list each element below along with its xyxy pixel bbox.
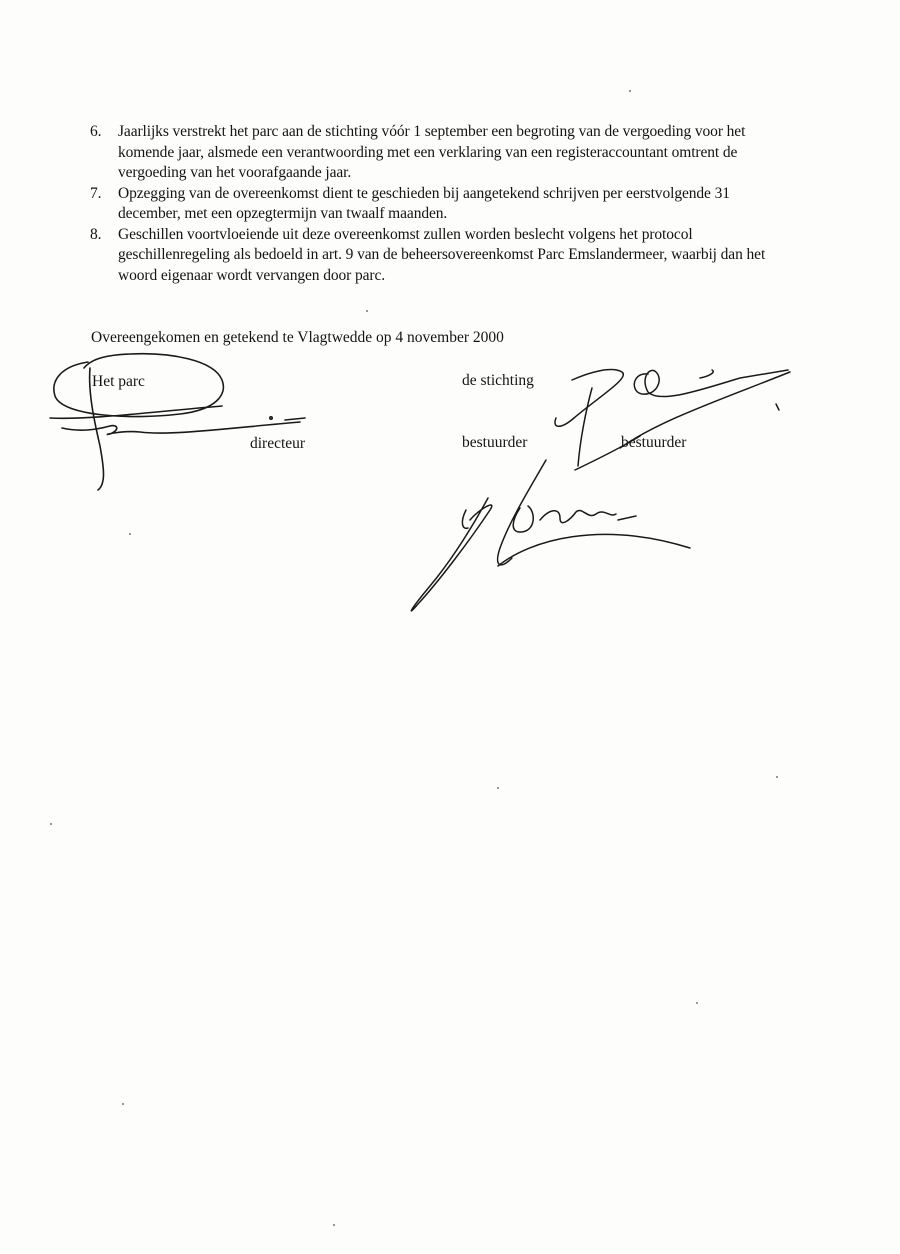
clause-text: Jaarlijks verstrekt het parc aan de stichting vóór 1 september een begroting van de vergoeding voor het komende jaar, alsmede een verantwoording met een verklaring van een registeraccountant omtrent de vergoeding van het voorafgaande jaar. (118, 123, 746, 181)
clause-8 (90, 225, 770, 287)
clause-list (90, 122, 770, 286)
right-role-label-1: bestuurder (462, 434, 528, 451)
scan-speck (122, 1103, 124, 1105)
signature-right-director-2 (411, 460, 690, 611)
clause-text: Geschillen voortvloeiende uit deze overeenkomst zullen worden beslecht volgens het protocol geschillenregeling als bedoeld in art. 9 van de beheersovereenkomst Parc Emslandermeer, waarbij dan het woord eigenaar wordt vervangen door parc. (118, 225, 766, 284)
clause-number: 7. (90, 184, 102, 202)
scan-speck (129, 533, 131, 535)
signature-right-director-1 (555, 370, 790, 470)
clause-number: 8. (90, 225, 102, 243)
clause-7 (90, 184, 770, 225)
scan-speck (629, 90, 631, 92)
left-party-label: Het parc (92, 373, 145, 390)
clause-6 (90, 122, 770, 184)
signature-left-director (50, 354, 305, 490)
right-party-label: de stichting (462, 372, 534, 389)
scan-speck (333, 1224, 335, 1226)
scan-speck (696, 1002, 698, 1004)
scan-speck (497, 787, 499, 789)
scan-speck (366, 310, 368, 312)
agreement-line: Overeengekomen en getekend te Vlagtwedde op 4 november 2000 (91, 329, 504, 346)
scan-speck (50, 823, 52, 825)
clause-text: Opzegging van de overeenkomst dient te geschieden bij aangetekend schrijven per eerstvolgende 31 december, met een opzegtermijn van twaalf maanden. (118, 184, 730, 222)
clause-number: 6. (90, 123, 102, 140)
scan-speck (776, 776, 778, 778)
left-role-label: directeur (250, 435, 306, 452)
right-role-label-2: bestuurder (621, 434, 687, 451)
